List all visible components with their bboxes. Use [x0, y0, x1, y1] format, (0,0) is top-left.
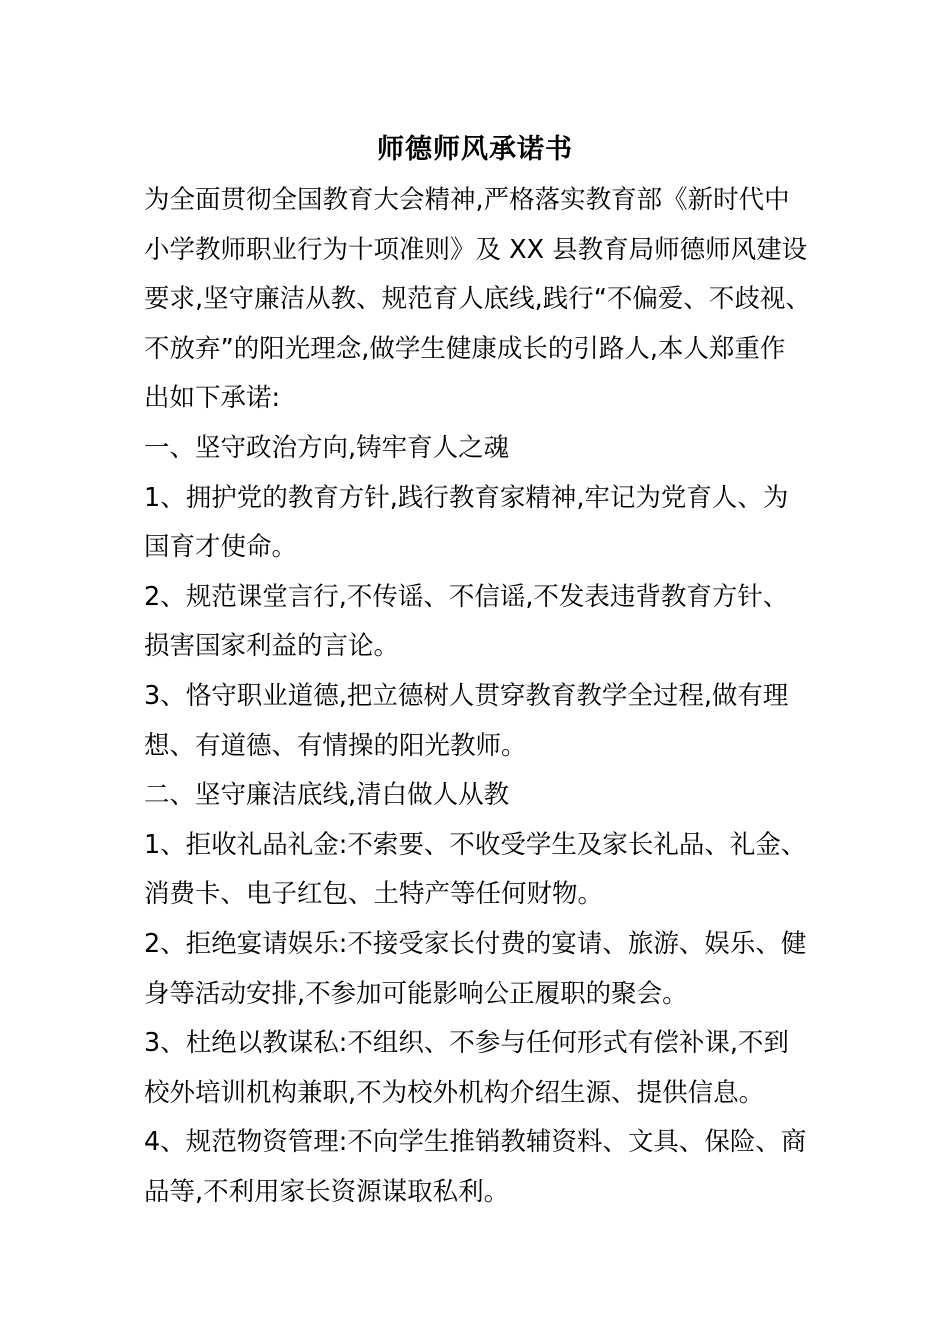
text-line: 要求,坚守廉洁从教、规范育人底线,践行“不偏爱、不歧视、: [144, 284, 811, 315]
section-heading: [144, 424, 834, 474]
text-line: 2、拒绝宴请娱乐:不接受家长付费的宴请、旅游、娱乐、健: [144, 928, 807, 959]
text-line: 想、有道德、有情操的阳光教师。: [144, 730, 527, 761]
text-line: 不放弃”的阳光理念,做学生健康成长的引路人,本人郑重作: [144, 333, 786, 364]
document-title: 师德师风承诺书: [377, 134, 573, 165]
text-line: 1、拥护党的教育方针,践行教育家精神,牢记为党育人、为: [144, 482, 789, 513]
text-line: 为全面贯彻全国教育大会精神,严格落实教育部《新时代中: [144, 185, 790, 215]
list-item: [144, 573, 834, 672]
text-line: 损害国家利益的言论。: [144, 631, 400, 662]
section2-heading: 二、坚守廉洁底线,清白做人从教: [144, 780, 510, 811]
text-line: 国育才使命。: [144, 532, 298, 563]
text-line: 消费卡、电子红包、土特产等任何财物。: [144, 879, 604, 910]
text-line: 1、拒收礼品礼金:不索要、不收受学生及家长礼品、礼金、: [144, 829, 807, 860]
list-item: [144, 672, 834, 771]
document-body: [144, 176, 834, 1217]
section1-heading: 一、坚守政治方向,铸牢育人之魂: [144, 432, 510, 463]
list-item: [144, 474, 834, 573]
text-line: 身等活动安排,不参加可能影响公正履职的聚会。: [144, 978, 688, 1009]
text-line: 小学教师职业行为十项准则》及 XX 县教育局师德师风建设: [144, 234, 808, 265]
list-item: [144, 821, 834, 920]
text-line: 校外培训机构兼职,不为校外机构介绍生源、提供信息。: [144, 1077, 765, 1108]
text-line: 4、规范物资管理:不向学生推销教辅资料、文具、保险、商: [144, 1127, 807, 1158]
text-line: 3、恪守职业道德,把立德树人贯穿教育教学全过程,做有理: [144, 680, 789, 711]
text-line: 品等,不利用家长资源谋取私利。: [144, 1176, 510, 1207]
text-line: 3、杜绝以教谋私:不组织、不参与任何形式有偿补课,不到: [144, 1028, 789, 1059]
intro-paragraph: [144, 176, 834, 424]
list-item: [144, 1118, 834, 1217]
text-line: 2、规范课堂言行,不传谣、不信谣,不发表违背教育方针、: [144, 581, 789, 612]
section-heading: [144, 771, 834, 821]
text-line: 出如下承诺:: [144, 383, 281, 414]
list-item: [144, 920, 834, 1019]
list-item: [144, 1019, 834, 1118]
